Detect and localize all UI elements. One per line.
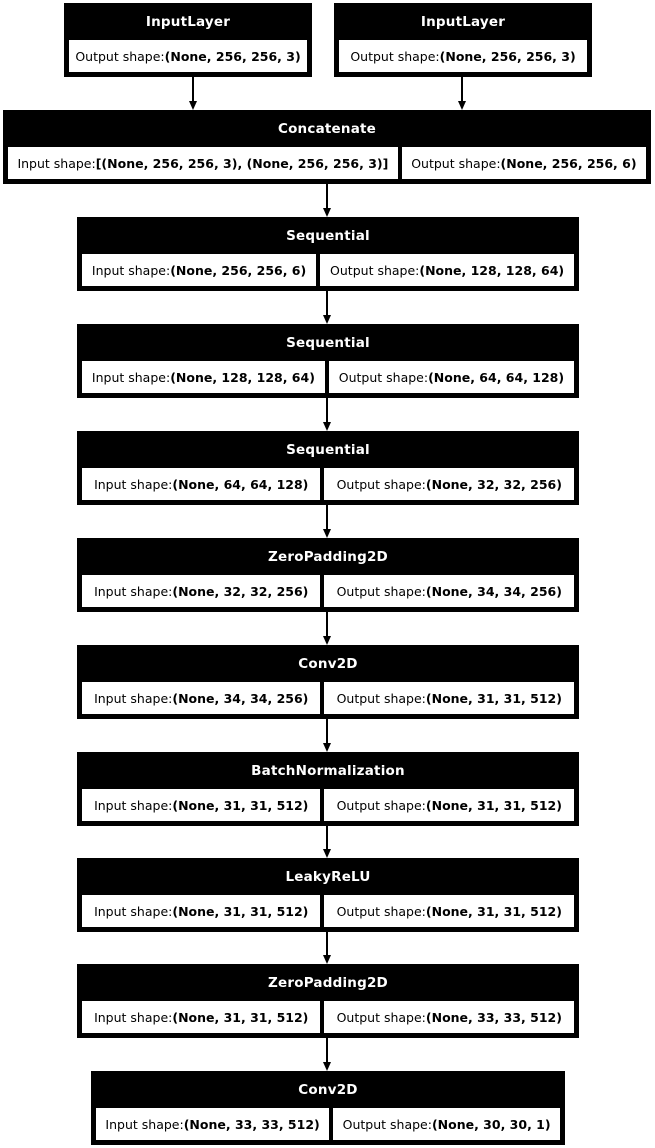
shape-value: (None, 64, 64, 128) bbox=[428, 369, 565, 385]
shape-value: (None, 33, 33, 512) bbox=[183, 1116, 320, 1132]
shape-label: Output shape: bbox=[342, 1116, 432, 1132]
shape-label: Output shape: bbox=[336, 1009, 426, 1025]
edge-arrowhead-icon bbox=[323, 1062, 331, 1071]
shape-value: (None, 32, 32, 256) bbox=[172, 583, 309, 599]
shape-cell bbox=[333, 1108, 560, 1140]
layer-node-batchnormalization bbox=[77, 752, 579, 826]
shape-label: Output shape: bbox=[336, 583, 426, 599]
layer-title: ZeroPadding2D bbox=[268, 548, 388, 565]
shape-label: Output shape: bbox=[336, 797, 426, 813]
layer-title: Concatenate bbox=[277, 120, 377, 137]
layer-node-conv2d bbox=[91, 1071, 565, 1145]
shape-cell bbox=[82, 468, 320, 500]
shape-value: (None, 31, 31, 512) bbox=[425, 797, 562, 813]
layer-node-concatenate bbox=[3, 110, 651, 184]
shape-value: (None, 31, 31, 512) bbox=[425, 690, 562, 706]
layer-title: Sequential bbox=[286, 334, 370, 351]
layer-title: ZeroPadding2D bbox=[268, 974, 388, 991]
shape-cell bbox=[82, 895, 320, 927]
layer-title: Conv2D bbox=[298, 655, 358, 672]
layer-shape-row bbox=[339, 40, 587, 72]
shape-label: Output shape: bbox=[75, 48, 165, 64]
layer-shape-row bbox=[82, 468, 574, 500]
shape-label: Output shape: bbox=[350, 48, 440, 64]
layer-title: InputLayer bbox=[145, 13, 231, 30]
shape-value: (None, 256, 256, 6) bbox=[170, 262, 307, 278]
shape-value: (None, 33, 33, 512) bbox=[425, 1009, 562, 1025]
shape-cell bbox=[82, 254, 316, 286]
edge-arrowhead-icon bbox=[323, 743, 331, 752]
edge-arrowhead-icon bbox=[323, 422, 331, 431]
shape-cell bbox=[69, 40, 307, 72]
edge-connector-line bbox=[326, 1038, 328, 1063]
shape-cell bbox=[82, 682, 320, 714]
shape-label: Input shape: bbox=[94, 797, 173, 813]
layer-shape-row bbox=[82, 682, 574, 714]
shape-cell bbox=[324, 789, 574, 821]
shape-label: Output shape: bbox=[336, 690, 426, 706]
shape-label: Input shape: bbox=[94, 476, 173, 492]
shape-cell bbox=[82, 361, 325, 393]
layer-node-sequential bbox=[77, 324, 579, 398]
edge-arrowhead-icon bbox=[323, 208, 331, 217]
layer-shape-row bbox=[82, 789, 574, 821]
layer-node-zeropadding2d bbox=[77, 964, 579, 1038]
shape-label: Input shape: bbox=[17, 155, 96, 171]
layer-shape-row bbox=[96, 1108, 560, 1140]
edge-connector-line bbox=[326, 826, 328, 850]
layer-title: InputLayer bbox=[420, 13, 506, 30]
edge-arrowhead-icon bbox=[323, 849, 331, 858]
shape-label: Output shape: bbox=[336, 476, 426, 492]
shape-label: Input shape: bbox=[94, 690, 173, 706]
shape-cell bbox=[402, 147, 646, 179]
shape-label: Input shape: bbox=[91, 369, 171, 385]
edge-connector-line bbox=[326, 291, 328, 316]
shape-value: (None, 31, 31, 512) bbox=[172, 797, 309, 813]
edge-connector-line bbox=[326, 612, 328, 637]
edge-arrowhead-icon bbox=[323, 529, 331, 538]
shape-cell bbox=[324, 468, 574, 500]
edge-arrowhead-icon bbox=[189, 101, 197, 110]
shape-value: (None, 256, 256, 3) bbox=[439, 48, 576, 64]
edge-connector-line bbox=[192, 77, 194, 102]
shape-label: Input shape: bbox=[94, 583, 173, 599]
edge-arrowhead-icon bbox=[323, 315, 331, 324]
layer-shape-row bbox=[82, 1001, 574, 1033]
shape-cell bbox=[324, 575, 574, 607]
layer-shape-row bbox=[82, 575, 574, 607]
layer-node-leakyrelu bbox=[77, 858, 579, 932]
shape-label: Input shape: bbox=[91, 262, 171, 278]
layer-shape-row bbox=[69, 40, 307, 72]
layer-title: BatchNormalization bbox=[251, 762, 405, 779]
shape-cell bbox=[324, 682, 574, 714]
layer-title: Conv2D bbox=[298, 1081, 358, 1098]
layer-shape-row bbox=[8, 147, 646, 179]
layer-node-conv2d bbox=[77, 645, 579, 719]
edge-connector-line bbox=[326, 184, 328, 209]
edge-connector-line bbox=[326, 398, 328, 423]
shape-cell bbox=[82, 1001, 320, 1033]
shape-value: (None, 31, 31, 512) bbox=[172, 1009, 309, 1025]
shape-value: (None, 31, 31, 512) bbox=[172, 903, 309, 919]
shape-value: (None, 128, 128, 64) bbox=[170, 369, 315, 385]
shape-cell bbox=[320, 254, 574, 286]
layer-title: Sequential bbox=[286, 441, 370, 458]
layer-title: Sequential bbox=[286, 227, 370, 244]
shape-label: Output shape: bbox=[411, 155, 501, 171]
edge-connector-line bbox=[326, 505, 328, 530]
layer-node-inputlayer bbox=[334, 3, 592, 77]
shape-cell bbox=[82, 575, 320, 607]
shape-cell bbox=[8, 147, 398, 179]
shape-value: (None, 128, 128, 64) bbox=[419, 262, 565, 278]
shape-value: (None, 34, 34, 256) bbox=[172, 690, 309, 706]
shape-cell bbox=[339, 40, 587, 72]
layer-node-zeropadding2d bbox=[77, 538, 579, 612]
layer-shape-row bbox=[82, 254, 574, 286]
shape-value: (None, 32, 32, 256) bbox=[425, 476, 562, 492]
shape-label: Input shape: bbox=[94, 903, 173, 919]
shape-value: (None, 31, 31, 512) bbox=[425, 903, 562, 919]
shape-label: Input shape: bbox=[105, 1116, 184, 1132]
shape-label: Input shape: bbox=[94, 1009, 173, 1025]
shape-value: (None, 256, 256, 3) bbox=[164, 48, 301, 64]
shape-cell bbox=[324, 895, 574, 927]
layer-title: LeakyReLU bbox=[285, 868, 371, 885]
layer-node-inputlayer bbox=[64, 3, 312, 77]
edge-connector-line bbox=[326, 719, 328, 744]
shape-value: (None, 34, 34, 256) bbox=[425, 583, 562, 599]
shape-label: Output shape: bbox=[336, 903, 426, 919]
edge-arrowhead-icon bbox=[458, 101, 466, 110]
shape-value: [(None, 256, 256, 3), (None, 256, 256, 3)] bbox=[95, 155, 389, 171]
edge-connector-line bbox=[461, 77, 463, 102]
edge-arrowhead-icon bbox=[323, 955, 331, 964]
layer-node-sequential bbox=[77, 217, 579, 291]
shape-cell bbox=[82, 789, 320, 821]
layer-shape-row bbox=[82, 895, 574, 927]
shape-label: Output shape: bbox=[338, 369, 429, 385]
shape-value: (None, 64, 64, 128) bbox=[172, 476, 309, 492]
edge-arrowhead-icon bbox=[323, 636, 331, 645]
shape-cell bbox=[96, 1108, 329, 1140]
shape-cell bbox=[324, 1001, 574, 1033]
layer-shape-row bbox=[82, 361, 574, 393]
shape-cell bbox=[329, 361, 574, 393]
shape-value: (None, 256, 256, 6) bbox=[500, 155, 637, 171]
layer-node-sequential bbox=[77, 431, 579, 505]
edge-connector-line bbox=[326, 932, 328, 956]
shape-label: Output shape: bbox=[330, 262, 420, 278]
shape-value: (None, 30, 30, 1) bbox=[431, 1116, 551, 1132]
